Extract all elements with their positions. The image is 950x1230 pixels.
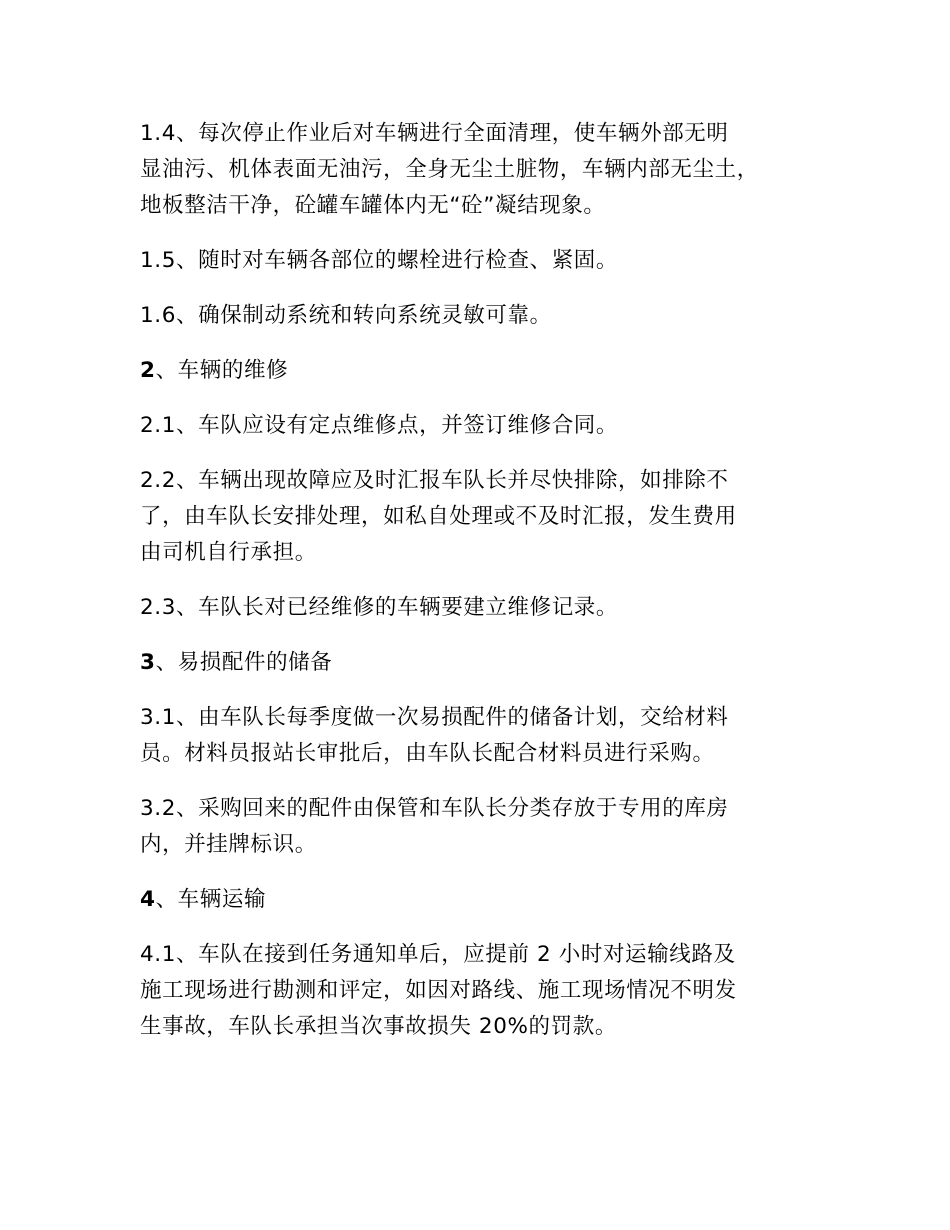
paragraph-2-1	[140, 408, 830, 444]
paragraph-1-5	[140, 243, 830, 279]
paragraph-2-2	[140, 463, 830, 571]
text-line: 2.2、车辆出现故障应及时汇报车队长并尽快排除，如排除不	[140, 468, 729, 493]
section-number: 4	[140, 887, 156, 912]
section-heading-2	[140, 353, 830, 389]
text-line: 了，由车队长安排处理，如私自处理或不及时汇报，发生费用	[140, 504, 737, 529]
section-heading-3	[140, 645, 830, 681]
text-line: 施工现场进行勘测和评定，如因对路线、施工现场情况不明发	[140, 978, 737, 1003]
section-title: 、车辆的维修	[155, 358, 289, 383]
text-line: 显油污、机体表面无油污，全身无尘土脏物，车辆内部无尘土，	[140, 157, 759, 182]
section-number: 3	[140, 650, 156, 675]
text-line: 4.1、车队在接到任务通知单后，应提前 2 小时对运输线路及	[140, 942, 736, 967]
text-line: 2.3、车队长对已经维修的车辆要建立维修记录。	[140, 595, 618, 620]
section-title: 、车辆运输	[155, 887, 267, 912]
paragraph-2-3	[140, 590, 830, 626]
document-body	[140, 116, 830, 1064]
text-line: 3.1、由车队长每季度做一次易损配件的储备计划，交给材料	[140, 705, 729, 730]
text-line: 1.6、确保制动系统和转向系统灵敏可靠。	[140, 303, 552, 328]
text-line: 地板整洁干净，砼罐车罐体内无“砼”凝结现象。	[140, 193, 606, 218]
paragraph-3-1	[140, 700, 830, 772]
paragraph-1-6	[140, 298, 830, 334]
section-number: 2	[140, 358, 156, 383]
text-line: 生事故，车队长承担当次事故损失 20%的罚款。	[140, 1014, 617, 1039]
text-line: 由司机自行承担。	[140, 540, 317, 565]
text-line: 1.4、每次停止作业后对车辆进行全面清理，使车辆外部无明	[140, 121, 729, 146]
text-line: 1.5、随时对车辆各部位的螺栓进行检查、紧固。	[140, 248, 618, 273]
paragraph-4-1	[140, 937, 830, 1045]
section-heading-4	[140, 882, 830, 918]
text-line: 3.2、采购回来的配件由保管和车队长分类存放于专用的库房	[140, 796, 729, 821]
section-title: 、易损配件的储备	[155, 650, 333, 675]
text-line: 员。材料员报站长审批后，由车队长配合材料员进行采购。	[140, 741, 715, 766]
text-line: 内，并挂牌标识。	[140, 832, 317, 857]
text-line: 2.1、车队应设有定点维修点，并签订维修合同。	[140, 413, 618, 438]
paragraph-1-4	[140, 116, 830, 224]
paragraph-3-2	[140, 791, 830, 863]
